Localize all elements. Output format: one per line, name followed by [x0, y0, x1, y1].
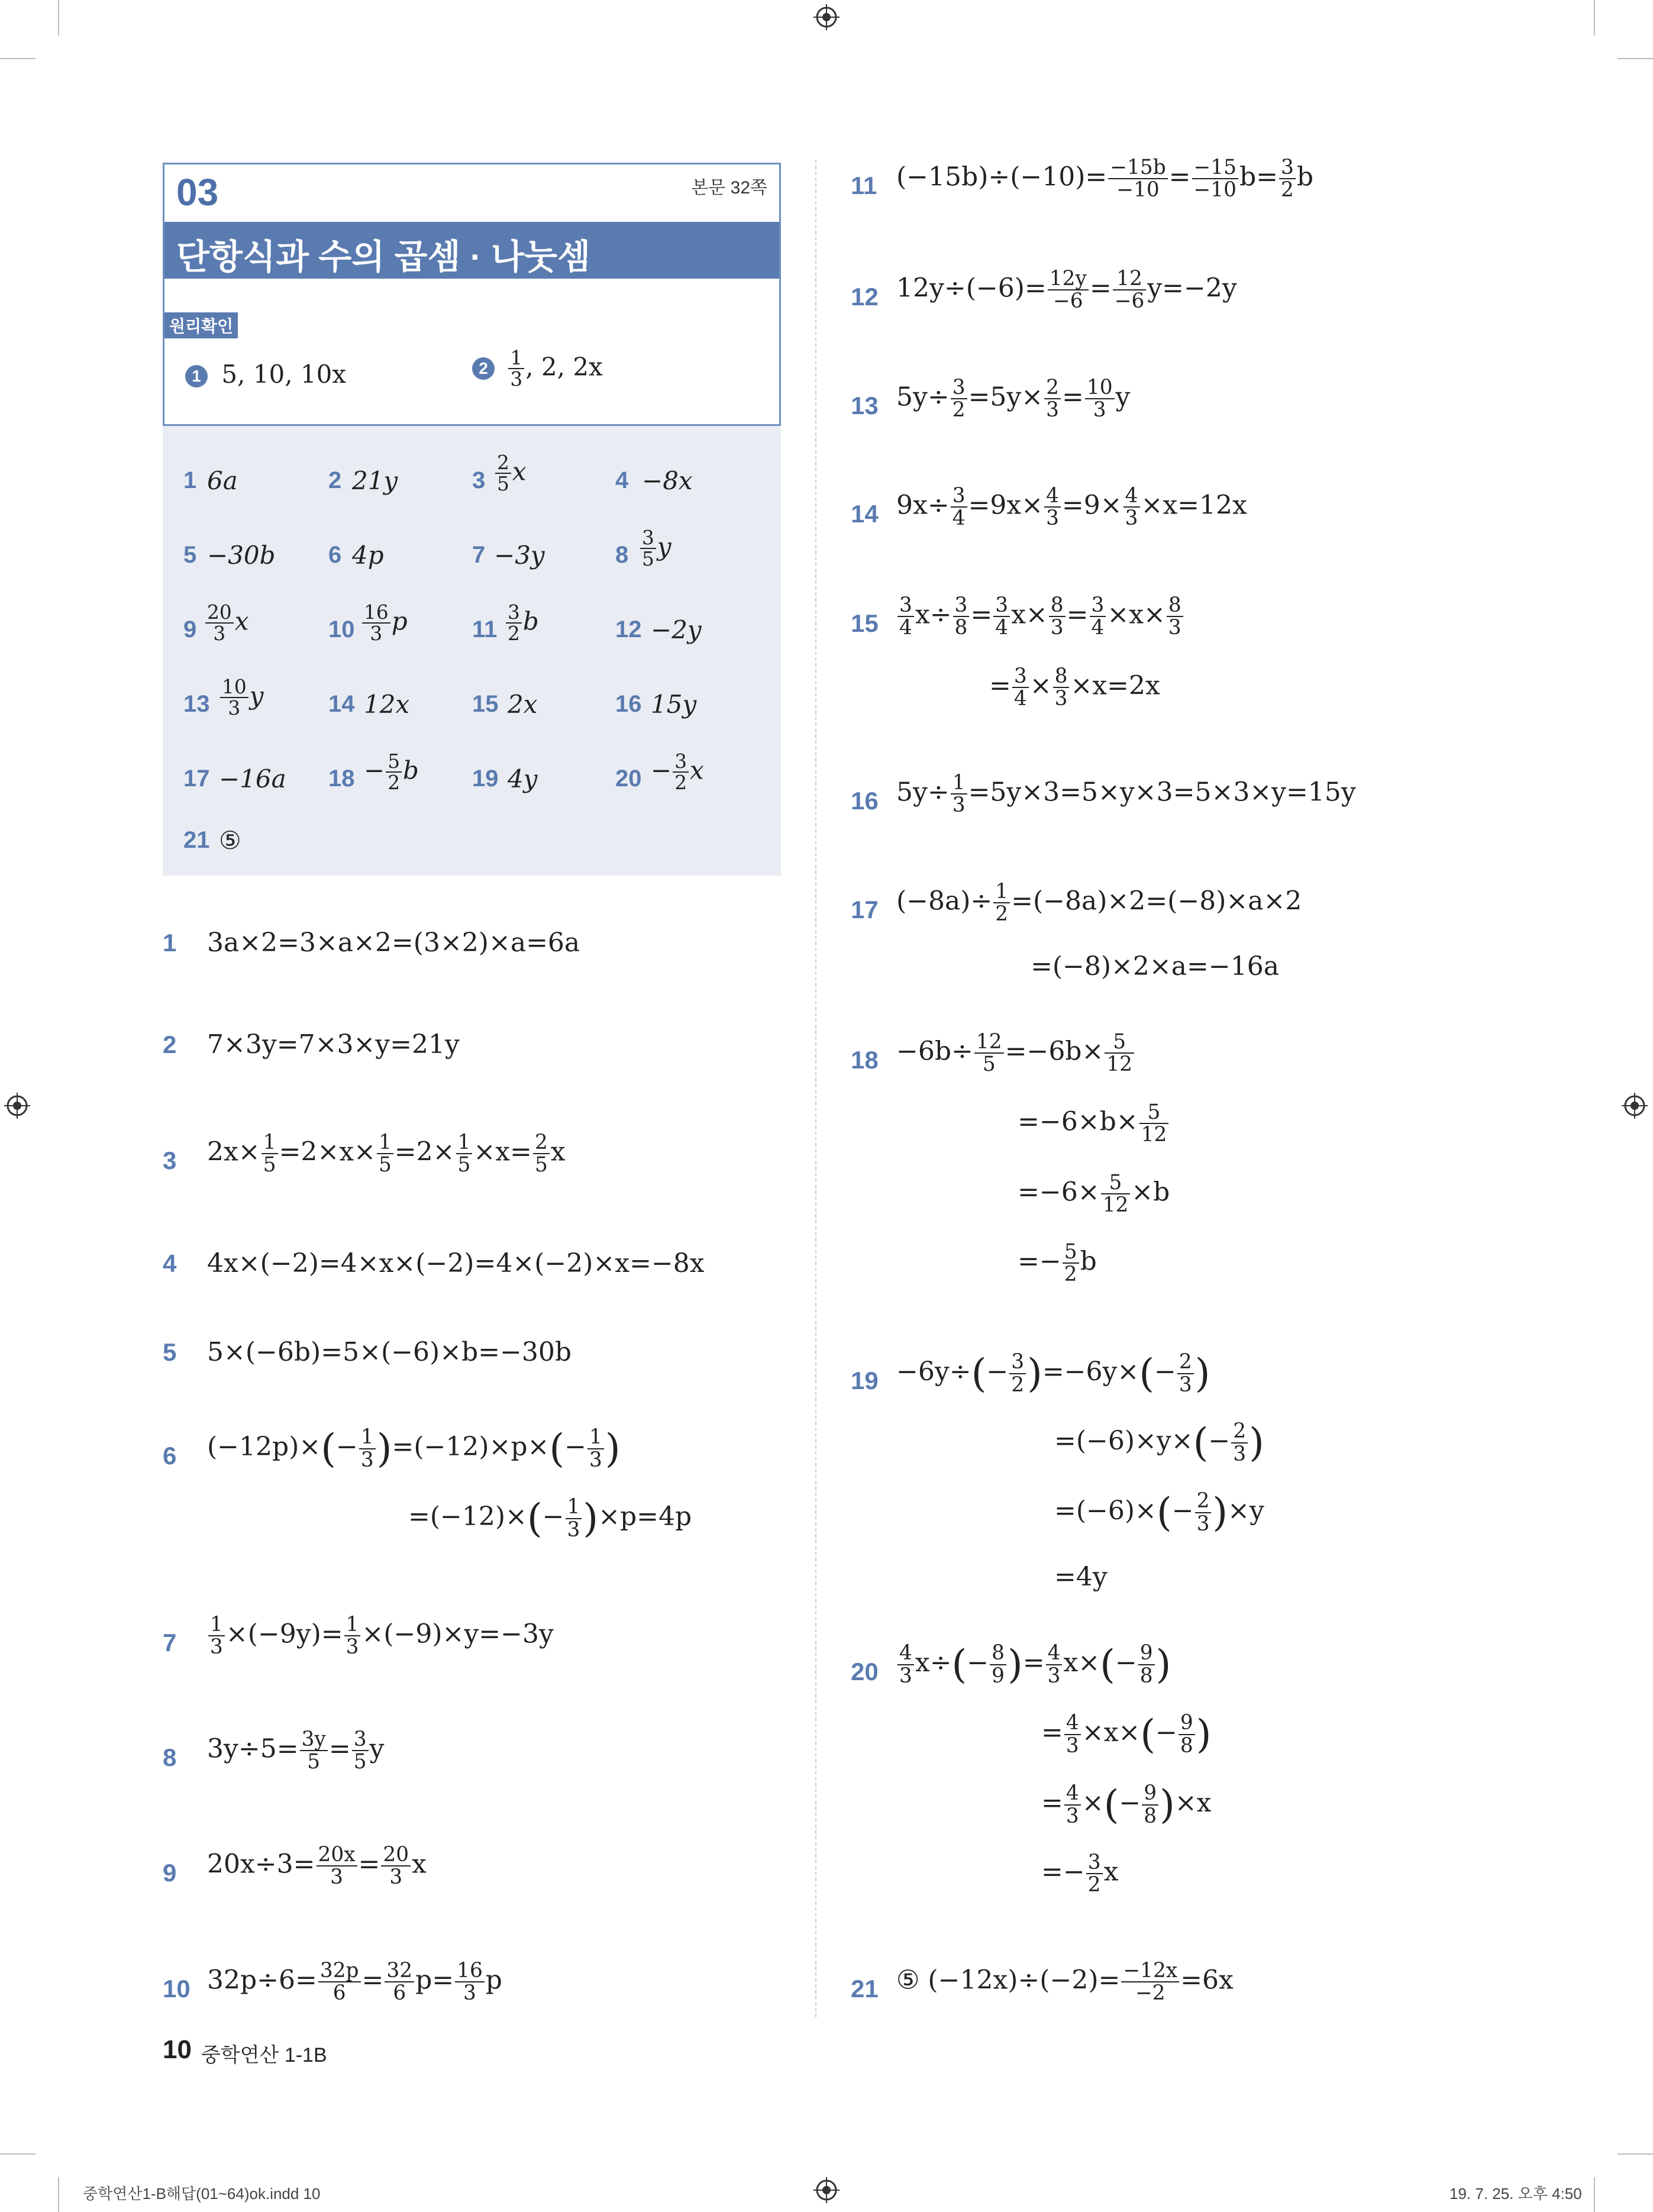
answer-value: $\frac{10}{3}$ y	[219, 677, 263, 719]
answer-value: $\frac{3}{5}$ y	[639, 528, 671, 570]
solution-number: 17	[851, 896, 879, 923]
solution-line: =(−6)×(− $\frac{2}{3}$ )×y	[1054, 1489, 1264, 1536]
registration-mark-icon	[813, 2177, 840, 2203]
solution-number: 6	[163, 1442, 177, 1470]
answer-number: 18	[328, 766, 355, 792]
solution-line: 12y÷(−6)= $\frac{12y}{-6}$ = $\frac{12}{-6}$ y=−2y	[896, 267, 1237, 314]
solution-number: 11	[851, 172, 877, 199]
solution-line: =−6× $\frac{5}{12}$ ×b	[1018, 1171, 1170, 1218]
solution-line: 20x÷3= $\frac{20x}{3}$ = $\frac{20}{3}$ x	[207, 1843, 427, 1890]
circled-number-marker: 1	[185, 365, 208, 387]
solution-line: =− $\frac{3}{2}$ x	[1041, 1851, 1119, 1897]
solution-line: =(−6)×y×(− $\frac{2}{3}$ )	[1054, 1419, 1264, 1466]
solution-line: = $\frac{3}{4}$ × $\frac{8}{3}$ ×x=2x	[989, 664, 1160, 711]
solution-number: 15	[851, 609, 879, 637]
answer-value: 6a	[207, 466, 238, 495]
answer-value: 4y	[508, 764, 538, 793]
answer-number: 3	[472, 467, 486, 493]
section-header-box	[163, 163, 781, 426]
solution-line: $\frac{3}{4}$ x÷ $\frac{3}{8}$ = $\frac{3}{4}$ x× $\frac{8}{3}$ = $\frac{3}{4}$ ×x× $\frac{8}{3}$	[896, 595, 1184, 638]
answer-value: $\frac{16}{3}$ p	[361, 602, 408, 644]
solution-number: 10	[163, 1975, 191, 2003]
answer-grid	[163, 426, 781, 876]
solution-number: 7	[163, 1629, 177, 1656]
crop-mark	[1618, 2153, 1653, 2155]
section-title-bar	[164, 222, 779, 279]
solution-line: =(−12)×(− $\frac{1}{3}$ )×p=4p	[408, 1495, 692, 1542]
answer-value: $\frac{3}{2}$ b	[505, 602, 539, 644]
solution-line: 5y÷ $\frac{3}{2}$ =5y× $\frac{2}{3}$ = $\frac{10}{3}$ y	[896, 376, 1131, 422]
answer-value: − $\frac{5}{2}$ b	[364, 750, 419, 795]
crop-mark	[0, 2153, 35, 2155]
solution-number: 1	[163, 929, 177, 957]
answer-number: 9	[183, 616, 197, 642]
solution-number: 9	[163, 1859, 177, 1887]
page-number: 10	[163, 2035, 192, 2064]
solution-line: 9x÷ $\frac{3}{4}$ =9x× $\frac{4}{3}$ =9× $\frac{4}{3}$ ×x=12x	[896, 484, 1247, 531]
crop-mark	[1618, 58, 1653, 59]
answer-value: 15y	[651, 690, 697, 719]
answer-value: −2y	[651, 615, 702, 644]
answer-number: 6	[328, 542, 342, 568]
answer-number: 1	[183, 467, 197, 493]
answer-value: 21y	[352, 466, 398, 495]
solution-line: −6y÷(− $\frac{3}{2}$ )=−6y×(− $\frac{2}{3}$ )	[896, 1350, 1210, 1397]
crop-mark	[58, 2177, 59, 2212]
solution-line: 3a×2=3×a×2=(3×2)×a=6a	[207, 928, 580, 958]
solution-number: 21	[851, 1975, 879, 2003]
answer-value: −16a	[219, 764, 286, 793]
answer-number: 16	[615, 691, 642, 717]
answer-number: 19	[472, 766, 499, 792]
answer-number: 4	[615, 467, 629, 493]
answer-value: −8x	[642, 466, 693, 495]
solution-line: = $\frac{4}{3}$ ×(− $\frac{9}{8}$ )×x	[1041, 1781, 1212, 1828]
solution-number: 20	[851, 1658, 879, 1685]
solution-number: 19	[851, 1367, 879, 1394]
answer-number: 10	[328, 616, 355, 642]
answer-number: 11	[472, 616, 498, 642]
solution-line: =4y	[1054, 1562, 1108, 1592]
solution-line: 7×3y=7×3×y=21y	[207, 1029, 460, 1060]
answer-number: 8	[615, 542, 629, 568]
answer-number: 13	[183, 691, 210, 717]
answer-number: 2	[328, 467, 342, 493]
solution-number: 18	[851, 1046, 879, 1074]
registration-mark-icon	[1622, 1093, 1648, 1119]
answer-number: 21	[183, 827, 210, 853]
registration-mark-icon	[813, 4, 840, 30]
solution-line: $\frac{4}{3}$ x÷(− $\frac{8}{9}$ )= $\frac{4}{3}$ x×(− $\frac{9}{8}$ )	[896, 1642, 1171, 1687]
answer-value: 4p	[352, 541, 384, 570]
principle-badge: 원리확인	[164, 312, 238, 338]
solution-line: ⑤ (−12x)÷(−2)= $\frac{-12x}{-2}$ =6x	[896, 1959, 1234, 2006]
answer-value: −3y	[494, 541, 545, 570]
solution-line: 2x× $\frac{1}{5}$ =2×x× $\frac{1}{5}$ =2× $\frac{1}{5}$ ×x= $\frac{2}{5}$ x	[207, 1131, 566, 1177]
solution-line: =−6×b× $\frac{5}{12}$	[1018, 1102, 1170, 1145]
answer-value: 2x	[508, 690, 538, 719]
solution-number: 4	[163, 1249, 177, 1277]
answer-value: − $\frac{3}{2}$ x	[651, 750, 704, 795]
answer-number: 14	[328, 691, 355, 717]
solution-line: $\frac{1}{3}$ ×(−9y)= $\frac{1}{3}$ ×(−9)×y=−3y	[207, 1614, 554, 1658]
answer-value: $\frac{2}{5}$ x	[494, 453, 527, 495]
solution-line: 5×(−6b)=5×(−6)×b=−30b	[207, 1337, 572, 1367]
answer-value: $\frac{20}{3}$ x	[204, 602, 248, 644]
circled-number-marker: 2	[472, 357, 495, 380]
solution-number: 12	[851, 283, 879, 311]
column-divider	[815, 160, 816, 2017]
solution-number: 5	[163, 1338, 177, 1366]
answer-number: 7	[472, 542, 486, 568]
solution-number: 13	[851, 392, 879, 419]
answer-number: 17	[183, 766, 210, 792]
crop-mark	[58, 0, 59, 35]
answer-value: 12x	[364, 690, 410, 719]
solution-number: 3	[163, 1147, 177, 1174]
principle-answer-2: 2 $\frac{1}{3}$ , 2, 2x	[472, 348, 603, 390]
solution-number: 8	[163, 1743, 177, 1771]
crop-mark	[1594, 2177, 1595, 2212]
book-title: 중학연산 1-1B	[201, 2044, 327, 2066]
solution-line: −6b÷ $\frac{12}{5}$ =−6b× $\frac{5}{12}$	[896, 1031, 1135, 1075]
solution-line: (−12p)×(− $\frac{1}{3}$ )=(−12)×p×(− $\frac{1}{3}$ )	[207, 1425, 621, 1472]
solution-line: 4x×(−2)=4×x×(−2)=4×(−2)×x=−8x	[207, 1248, 705, 1278]
answer-number: 15	[472, 691, 499, 717]
solution-line: (−8a)÷ $\frac{1}{2}$ =(−8a)×2=(−8)×a×2	[896, 880, 1302, 926]
answer-value: −30b	[207, 541, 276, 570]
registration-mark-icon	[4, 1093, 30, 1119]
textbook-reference: 본문 32쪽	[691, 178, 767, 198]
solution-line: 3y÷5= $\frac{3y}{5}$ = $\frac{3}{5}$ y	[207, 1727, 385, 1774]
solution-line: = $\frac{4}{3}$ ×x×(− $\frac{9}{8}$ )	[1041, 1711, 1212, 1758]
solution-line: 5y÷ $\frac{1}{3}$ =5y×3=5×y×3=5×3×y=15y	[896, 771, 1356, 818]
answer-number: 5	[183, 542, 197, 568]
answer-number: 20	[615, 766, 642, 792]
section-number: 03	[176, 171, 219, 214]
solution-line: 32p÷6= $\frac{32p}{6}$ = $\frac{32}{6}$ p= $\frac{16}{3}$ p	[207, 1959, 502, 2006]
solution-line: (−15b)÷(−10)= $\frac{-15b}{-10}$ = $\frac{-15}{-10}$ b= $\frac{3}{2}$ b	[896, 156, 1314, 202]
section-title: 단항식과 수의 곱셈 · 나눗셈	[176, 238, 591, 276]
file-slug: 중학연산1-B해답(01~64)ok.indd 10	[83, 2185, 321, 2203]
solution-number: 16	[851, 787, 879, 815]
crop-mark	[0, 58, 35, 59]
solution-line: =− $\frac{5}{2}$ b	[1018, 1240, 1097, 1287]
answer-number: 12	[615, 616, 642, 642]
answer-value: ⑤	[219, 826, 241, 855]
print-timestamp: 19. 7. 25. 오후 4:50	[1449, 2185, 1582, 2203]
solution-line: =(−8)×2×a=−16a	[1031, 951, 1279, 981]
solution-number: 14	[851, 500, 879, 528]
solution-number: 2	[163, 1031, 177, 1058]
principle-answer-1: 1 5, 10, 10x	[185, 360, 346, 389]
crop-mark	[1594, 0, 1595, 35]
